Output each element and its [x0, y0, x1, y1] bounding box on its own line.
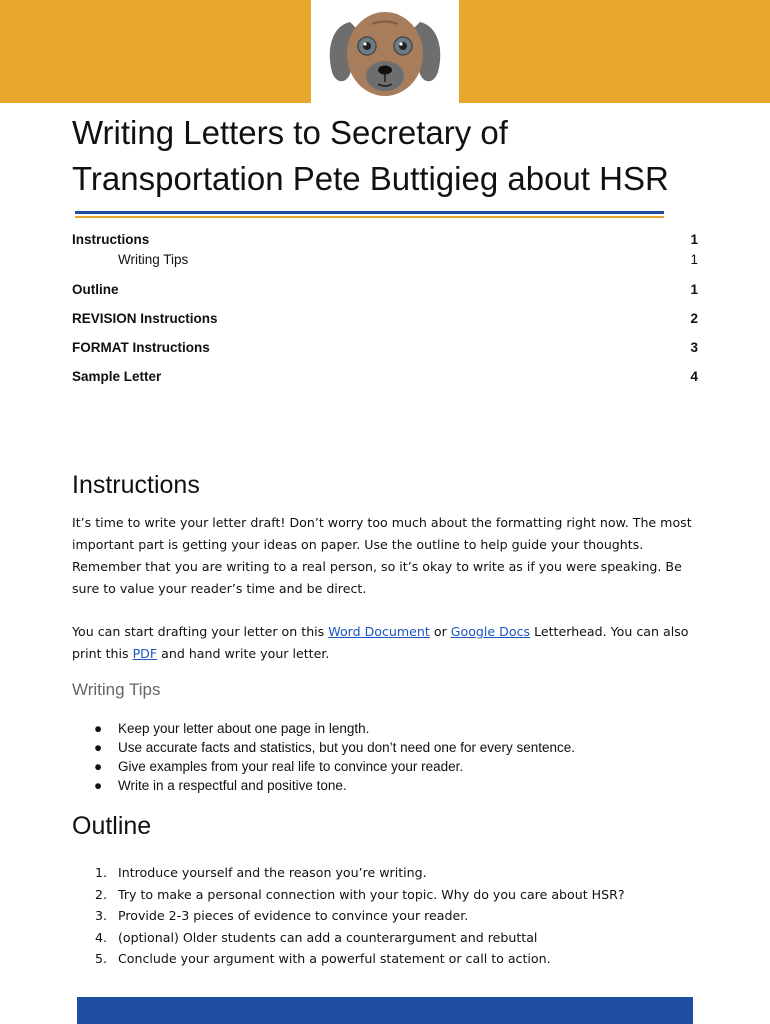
toc-item-revision[interactable]: REVISION Instructions 2 [72, 311, 698, 326]
instructions-heading: Instructions [72, 471, 200, 499]
list-item: 2. Try to make a personal connection with your topic. Why do you care about HSR? [95, 886, 625, 902]
toc-item-instructions[interactable]: Instructions 1 [72, 232, 698, 247]
list-item: ● Write in a respectful and positive tone. [94, 778, 347, 793]
title-rule-blue [75, 211, 664, 214]
document-title: Writing Letters to Secretary of Transportation Pete Buttigieg about HSR [72, 114, 669, 197]
outline-heading: Outline [72, 812, 152, 840]
header-band-left [0, 0, 311, 103]
writing-tips-heading: Writing Tips [72, 680, 161, 699]
drafting-paragraph: You can start drafting your letter on this Word Document or Google Docs Letterhead. You can also print this PDF and hand write your letter. [72, 624, 689, 661]
header-band-right [459, 0, 770, 103]
footer-bar [77, 997, 693, 1024]
pug-dog-face-icon [322, 4, 448, 100]
list-item: ● Use accurate facts and statistics, but you don’t need one for every sentence. [94, 740, 576, 755]
list-item: 5. Conclude your argument with a powerful statement or call to action. [95, 951, 551, 966]
toc-item-writing-tips[interactable]: Writing Tips 1 [118, 252, 698, 267]
title-rule-gold [75, 216, 664, 218]
google-docs-link[interactable]: Google Docs [450, 624, 531, 639]
pdf-link[interactable]: PDF [132, 646, 158, 661]
list-item: 1. Introduce yourself and the reason you’re writing. [95, 865, 427, 880]
list-item: 4. (optional) Older students can add a counterargument and rebuttal [95, 929, 538, 945]
toc-item-format[interactable]: FORMAT Instructions 3 [72, 340, 698, 355]
word-document-link[interactable]: Word Document [328, 624, 430, 639]
list-item: ● Keep your letter about one page in length. [94, 721, 370, 736]
toc-item-outline[interactable]: Outline 1 [72, 282, 698, 297]
list-item: ● Give examples from your real life to convince your reader. [94, 759, 464, 774]
outline-list [72, 862, 712, 970]
list-item: 3. Provide 2-3 pieces of evidence to convince your reader. [95, 908, 469, 923]
writing-tips-list [72, 719, 712, 795]
instructions-paragraph: It’s time to write your letter draft! Don’t worry too much about the formatting right now. The most important part is getting your ideas on paper. Use the outline to help guide your thoughts. Remember that you are writing to a real person, so it’s okay to write as if you were speaking. Be sure to value your reader’s time and be direct. [72, 515, 692, 596]
toc-item-sample-letter[interactable]: Sample Letter 4 [72, 369, 698, 384]
